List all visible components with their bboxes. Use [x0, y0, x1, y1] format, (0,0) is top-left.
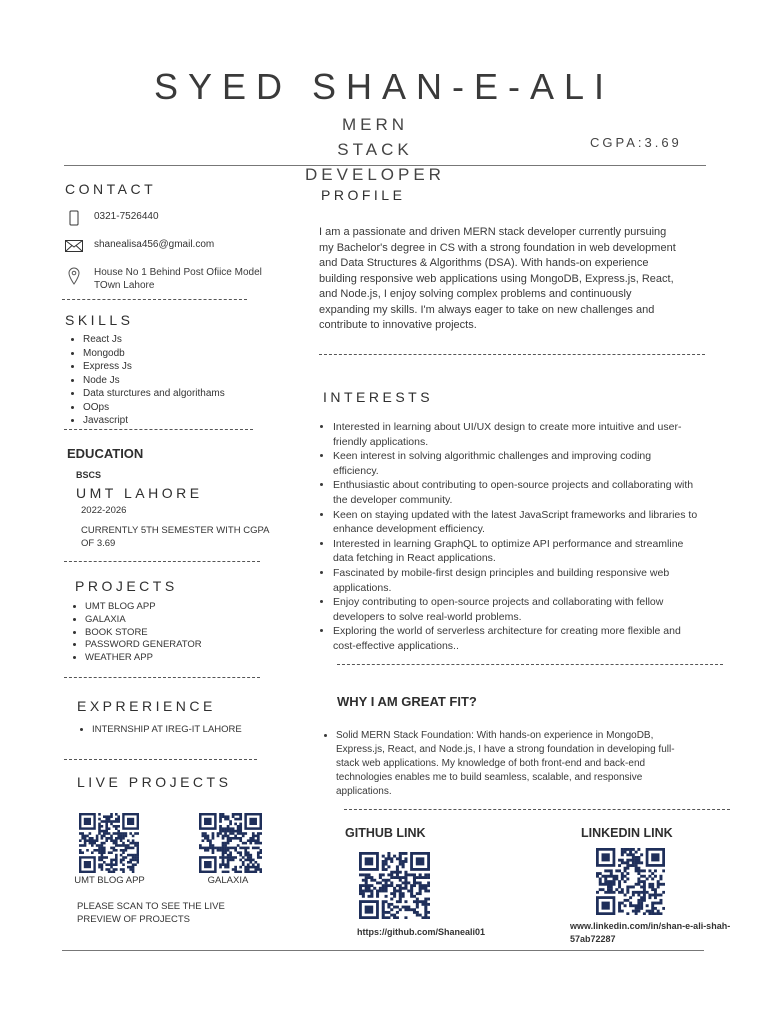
qr-finder-pattern	[80, 857, 94, 871]
profile-line: I am a passionate and driven MERN stack developer currently pursuing	[319, 226, 667, 238]
email-icon	[64, 239, 84, 253]
live-projects-note-line-1: PLEASE SCAN TO SEE THE LIVE	[77, 901, 225, 912]
location-icon	[64, 266, 84, 286]
list-item: • UMT BLOG APP	[85, 601, 202, 614]
list-item: • GALAXIA	[85, 614, 202, 627]
list-item: • Javascript	[83, 414, 225, 428]
interests-heading: INTERESTS	[323, 389, 434, 405]
great-fit-list	[320, 729, 675, 799]
list-item: • INTERNSHIP AT IREG-IT LAHORE	[92, 723, 242, 737]
qr-finder-pattern	[246, 814, 261, 828]
profile-paragraph	[319, 225, 676, 334]
qr-finder-pattern	[597, 849, 614, 865]
experience-heading: EXPRERIENCE	[77, 698, 216, 714]
list-item: • PASSWORD GENERATOR	[85, 639, 202, 652]
list-item: • OOps	[83, 401, 225, 415]
address-line-2: TOwn Lahore	[94, 280, 155, 291]
job-title	[300, 112, 450, 187]
interests-divider	[337, 664, 723, 665]
profile-line: and Data Structures & Algorithms (DSA). With hands-on experience	[319, 257, 649, 269]
school-name: UMT LAHORE	[76, 485, 203, 501]
great-fit-heading: WHY I AM GREAT FIT?	[337, 694, 477, 709]
list-item: • React Js	[83, 333, 225, 347]
qr-finder-pattern	[360, 853, 377, 869]
list-item: • Fascinated by mobile-first design principles and building responsive web applications.	[333, 566, 697, 595]
qr-finder-pattern	[360, 902, 377, 918]
job-title-line-2: DEVELOPER	[305, 165, 445, 184]
qr-finder-pattern	[412, 853, 429, 869]
list-item: • Enthusiastic about contributing to open-source projects and collaborating with the developer community.	[333, 478, 697, 507]
contact-heading: CONTACT	[65, 181, 157, 197]
profile-divider	[319, 354, 705, 355]
linkedin-url[interactable]	[570, 920, 730, 946]
qr-code-github[interactable]	[359, 852, 430, 919]
contact-phone	[64, 211, 159, 225]
contact-address	[64, 266, 262, 292]
profile-line: building responsive web applications using MongoDB, Express.js, React,	[319, 272, 674, 285]
footer-divider	[62, 950, 704, 951]
qr-label-galaxia: GALAXIA	[207, 875, 249, 886]
great-fit-divider	[344, 809, 730, 810]
education-note-line-2: OF 3.69	[81, 538, 116, 549]
list-item: • Solid MERN Stack Foundation: With hands-on experience in MongoDB, Express.js, React, and Node.js, I have a strong foundation in developing full- stack web applications. My knowledge of both front-end and back-end technologies enables me to build seamless, scalable, and responsive applications.	[336, 729, 675, 799]
qr-finder-pattern	[200, 857, 215, 871]
education-divider	[64, 561, 260, 562]
qr-finder-pattern	[647, 849, 664, 865]
profile-line: contribute to innovative projects.	[319, 319, 477, 331]
github-url[interactable]: https://github.com/Shaneali01	[357, 927, 486, 937]
contact-email	[64, 239, 214, 253]
phone-icon	[64, 211, 84, 225]
interests-list	[317, 420, 697, 654]
qr-code-galaxia[interactable]	[199, 813, 262, 873]
list-item: • Node Js	[83, 374, 225, 388]
profile-line: my Bachelor's degree in CS with a strong foundation in web development	[319, 241, 676, 254]
skills-divider	[64, 429, 253, 430]
experience-divider	[64, 759, 257, 760]
contact-divider	[62, 299, 247, 300]
list-item: • Interested in learning GraphQL to optimize API performance and streamline data fetching in React applications.	[333, 537, 697, 566]
list-item: • Mongodb	[83, 347, 225, 361]
education-heading: EDUCATION	[67, 446, 144, 461]
address-text	[94, 266, 262, 292]
profile-line: expanding my skills. I'm always eager to take on new challenges and	[319, 303, 655, 316]
resume-name: SYED SHAN-E-ALI	[153, 66, 615, 107]
projects-divider	[64, 677, 260, 678]
list-item: • Keen on staying updated with the latest JavaScript frameworks and libraries to enhance development efficiency.	[333, 508, 697, 537]
profile-line: and Node.js, I enjoy solving complex problems and continuously	[319, 288, 632, 300]
cgpa-label: CGPA:3.69	[590, 135, 682, 150]
education-note-line-1: CURRENTLY 5TH SEMESTER WITH CGPA	[81, 525, 270, 536]
email-address: shanealisa456@gmail.com	[94, 239, 215, 250]
qr-finder-pattern	[80, 814, 94, 828]
phone-number: 0321-7526440	[94, 211, 159, 222]
list-item: • BOOK STORE	[85, 627, 202, 640]
job-title-line-1: MERN STACK	[337, 115, 413, 159]
profile-heading: PROFILE	[321, 187, 406, 203]
qr-label-umt-blog-app: UMT BLOG APP	[74, 875, 145, 886]
list-item: • Data sturctures and algorithams	[83, 387, 225, 401]
projects-list	[67, 601, 202, 665]
qr-finder-pattern	[597, 898, 614, 914]
live-projects-note-line-2: PREVIEW OF PROJECTS	[77, 914, 190, 925]
list-item: • Keen interest in solving algorithmic challenges and improving coding efficiency.	[333, 449, 697, 478]
education-note	[81, 524, 269, 550]
list-item: • WEATHER APP	[85, 652, 202, 665]
linkedin-url-line-2: 57ab72287	[570, 934, 616, 944]
address-line-1: House No 1 Behind Post Ofiice Model	[94, 267, 262, 278]
list-item: • Exploring the world of serverless architecture for creating more flexible and cost-effective applications..	[333, 624, 697, 653]
qr-code-linkedin[interactable]	[596, 848, 665, 915]
qr-finder-pattern	[200, 814, 215, 828]
linkedin-link-heading: LINKEDIN LINK	[581, 826, 673, 840]
header-divider	[64, 165, 706, 166]
education-years: 2022-2026	[81, 505, 127, 516]
list-item: • Enjoy contributing to open-source projects and collaborating with fellow developers to solve real-world problems.	[333, 595, 697, 624]
qr-code-umt-blog-app[interactable]	[79, 813, 139, 873]
projects-heading: PROJECTS	[75, 578, 178, 594]
github-link-heading: GITHUB LINK	[345, 826, 426, 840]
experience-list	[74, 723, 242, 737]
live-projects-note	[77, 900, 225, 926]
live-projects-heading: LIVE PROJECTS	[77, 774, 232, 790]
skills-heading: SKILLS	[65, 312, 134, 328]
list-item: • Interested in learning about UI/UX design to create more intuitive and user- friendly applications.	[333, 420, 697, 449]
list-item: • Express Js	[83, 360, 225, 374]
skills-list	[65, 333, 225, 428]
degree-label: BSCS	[76, 470, 102, 480]
linkedin-url-line-1: www.linkedin.com/in/shan-e-ali-shah-	[570, 921, 731, 931]
qr-finder-pattern	[123, 814, 137, 828]
